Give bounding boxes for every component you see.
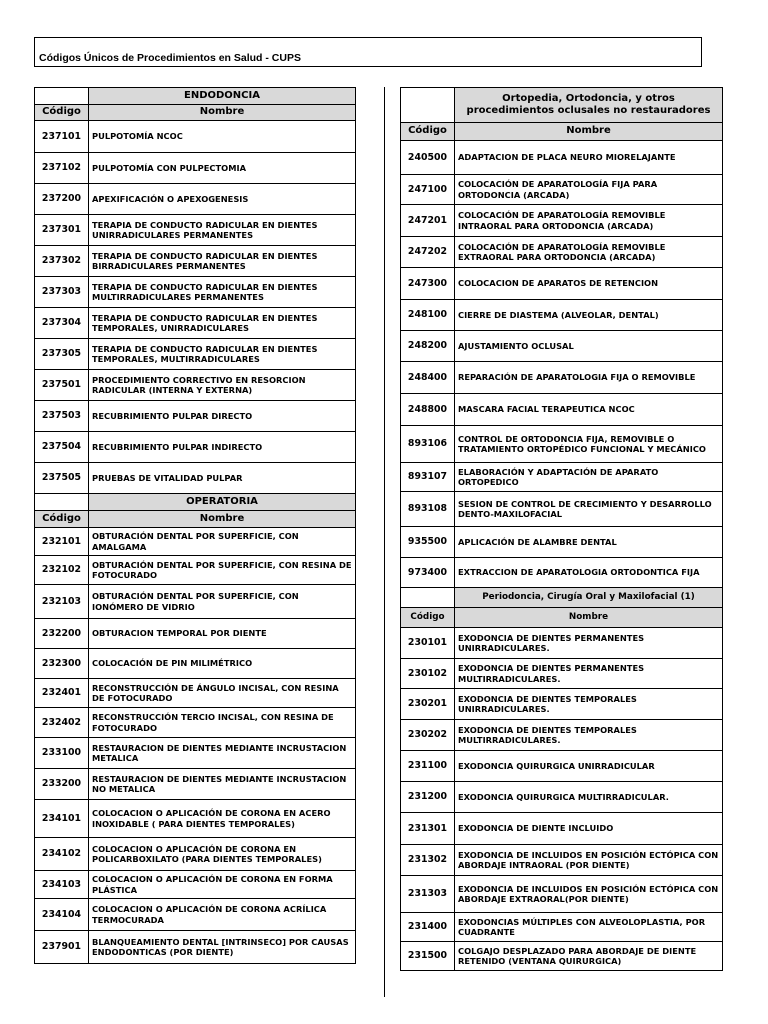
procedure-code: 247202 <box>401 237 455 268</box>
procedure-name: EXODONCIA DE DIENTE INCLUIDO <box>455 813 723 845</box>
procedure-name: ELABORACIÓN Y ADAPTACIÓN DE APARATO ORTOPEDICO <box>455 463 723 492</box>
procedure-code: 237301 <box>35 215 89 246</box>
procedure-name: COLOCACION O APLICACIÓN DE CORONA ACRÍLICA TERMOCURADA <box>89 899 356 931</box>
table-row <box>401 913 723 942</box>
table-row <box>35 463 356 494</box>
procedure-code: 237200 <box>35 184 89 215</box>
procedure-code: 248100 <box>401 300 455 331</box>
procedure-name: OBTURACION TEMPORAL POR DIENTE <box>89 619 356 649</box>
procedure-name: EXODONCIA DE DIENTES PERMANENTES UNIRRADICULARES. <box>455 628 723 659</box>
table-row <box>401 141 723 175</box>
procedure-name: BLANQUEAMIENTO DENTAL [INTRINSECO] POR CAUSAS ENDODONTICAS (POR DIENTE) <box>89 931 356 964</box>
column-header-code: Código <box>401 123 455 141</box>
table-row <box>35 370 356 401</box>
procedure-name: TERAPIA DE CONDUCTO RADICULAR EN DIENTES UNIRRADICULARES PERMANENTES <box>89 215 356 246</box>
table-row <box>35 899 356 931</box>
procedure-code: 232102 <box>35 556 89 585</box>
procedure-code: 231200 <box>401 782 455 813</box>
procedure-code: 234101 <box>35 800 89 838</box>
table-row <box>401 527 723 558</box>
procedure-name: SESION DE CONTROL DE CRECIMIENTO Y DESARROLLO DENTO-MAXILOFACIAL <box>455 492 723 527</box>
procedure-name: PULPOTOMÍA NCOC <box>89 121 356 153</box>
procedure-code: 230201 <box>401 689 455 720</box>
column-header-code: Código <box>401 608 455 628</box>
procedure-code: 237901 <box>35 931 89 964</box>
table-row <box>401 394 723 426</box>
section-header-blank-cell <box>35 88 89 105</box>
column-header-name: Nombre <box>89 511 356 528</box>
procedure-code: 237503 <box>35 401 89 432</box>
procedure-code: 935500 <box>401 527 455 558</box>
table-row <box>35 556 356 585</box>
table-row <box>35 871 356 899</box>
procedure-name: EXODONCIA QUIRURGICA MULTIRRADICULAR. <box>455 782 723 813</box>
table-row <box>35 769 356 800</box>
table-row <box>401 463 723 492</box>
procedure-code: 237101 <box>35 121 89 153</box>
procedure-code: 248800 <box>401 394 455 426</box>
procedure-name: EXODONCIA DE INCLUIDOS EN POSICIÓN ECTÓPICA CON ABORDAJE INTRAORAL (POR DIENTE) <box>455 845 723 876</box>
section-header-operatoria <box>35 494 356 511</box>
procedure-name: RECUBRIMIENTO PULPAR DIRECTO <box>89 401 356 432</box>
section-header-blank-cell <box>401 588 455 608</box>
procedure-name: EXTRACCION DE APARATOLOGIA ORTODONTICA FIJA <box>455 558 723 588</box>
procedure-code: 233100 <box>35 738 89 769</box>
procedure-code: 247100 <box>401 175 455 205</box>
procedure-name: COLOCACION O APLICACIÓN DE CORONA EN POLICARBOXILATO (PARA DIENTES TEMPORALES) <box>89 838 356 871</box>
table-row <box>401 300 723 331</box>
table-row <box>401 659 723 689</box>
procedure-code: 247300 <box>401 268 455 300</box>
table-row <box>401 942 723 971</box>
procedure-code: 893108 <box>401 492 455 527</box>
table-row <box>35 339 356 370</box>
procedure-name: OBTURACIÓN DENTAL POR SUPERFICIE, CON AMALGAMA <box>89 528 356 556</box>
procedure-code: 237304 <box>35 308 89 339</box>
procedure-code: 234103 <box>35 871 89 899</box>
procedure-name: PRUEBAS DE VITALIDAD PULPAR <box>89 463 356 494</box>
procedure-name: EXODONCIA DE DIENTES PERMANENTES MULTIRRADICULARES. <box>455 659 723 689</box>
section-title: OPERATORIA <box>89 494 356 511</box>
procedure-name: EXODONCIAS MÚLTIPLES CON ALVEOLOPLASTIA, POR CUADRANTE <box>455 913 723 942</box>
table-row <box>401 813 723 845</box>
procedure-code: 893107 <box>401 463 455 492</box>
column-header-row <box>401 123 723 141</box>
table-row <box>401 720 723 751</box>
table-row <box>35 679 356 708</box>
section-header-periodoncia <box>401 588 723 608</box>
table-row <box>35 432 356 463</box>
procedure-name: COLOCACIÓN DE APARATOLOGÍA REMOVIBLE EXTRAORAL PARA ORTODONCIA (ARCADA) <box>455 237 723 268</box>
procedure-code: 231400 <box>401 913 455 942</box>
procedure-name: TERAPIA DE CONDUCTO RADICULAR EN DIENTES MULTIRRADICULARES PERMANENTES <box>89 277 356 308</box>
section-title: ENDODONCIA <box>89 88 356 105</box>
table-row <box>401 268 723 300</box>
procedure-code: 248200 <box>401 331 455 362</box>
table-row <box>401 845 723 876</box>
procedure-code: 237504 <box>35 432 89 463</box>
table-row <box>35 649 356 679</box>
table-row <box>35 619 356 649</box>
table-row <box>401 876 723 913</box>
table-row <box>35 585 356 619</box>
procedure-name: CONTROL DE ORTODONCIA FIJA, REMOVIBLE O TRATAMIENTO ORTOPÉDICO FUNCIONAL Y MECÁNICO <box>455 426 723 463</box>
procedure-code: 237302 <box>35 246 89 277</box>
procedure-code: 237501 <box>35 370 89 401</box>
table-row <box>35 153 356 184</box>
procedure-name: CIERRE DE DIASTEMA (ALVEOLAR, DENTAL) <box>455 300 723 331</box>
table-row <box>35 277 356 308</box>
procedure-name: AJUSTAMIENTO OCLUSAL <box>455 331 723 362</box>
procedure-code: 233200 <box>35 769 89 800</box>
procedure-code: 237505 <box>35 463 89 494</box>
table-row <box>35 931 356 964</box>
procedure-name: RECONSTRUCCIÓN DE ÁNGULO INCISAL, CON RESINA DE FOTOCURADO <box>89 679 356 708</box>
column-header-name: Nombre <box>89 105 356 121</box>
procedure-name: COLOCACIÓN DE PIN MILIMÉTRICO <box>89 649 356 679</box>
procedure-name: REPARACIÓN DE APARATOLOGIA FIJA O REMOVIBLE <box>455 362 723 394</box>
procedure-code: 232300 <box>35 649 89 679</box>
table-row <box>401 237 723 268</box>
procedure-name: APLICACIÓN DE ALAMBRE DENTAL <box>455 527 723 558</box>
section-title: Periodoncia, Cirugía Oral y Maxilofacial (1) <box>455 588 723 608</box>
procedure-code: 232200 <box>35 619 89 649</box>
procedure-code: 231301 <box>401 813 455 845</box>
table-row <box>35 708 356 738</box>
table-row <box>35 738 356 769</box>
procedure-name: EXODONCIA QUIRURGICA UNIRRADICULAR <box>455 751 723 782</box>
table-row <box>35 800 356 838</box>
table-row <box>401 362 723 394</box>
procedure-code: 230101 <box>401 628 455 659</box>
column-header-code: Código <box>35 511 89 528</box>
procedure-name: MASCARA FACIAL TERAPEUTICA NCOC <box>455 394 723 426</box>
procedure-code: 231100 <box>401 751 455 782</box>
table-row <box>401 558 723 588</box>
section-header-blank-cell <box>35 494 89 511</box>
table-row <box>35 308 356 339</box>
procedure-name: RESTAURACION DE DIENTES MEDIANTE INCRUSTACION METALICA <box>89 738 356 769</box>
right-procedure-table <box>400 87 723 971</box>
procedure-name: COLOCACION O APLICACIÓN DE CORONA EN ACERO INOXIDABLE ( PARA DIENTES TEMPORALES) <box>89 800 356 838</box>
table-row <box>401 689 723 720</box>
column-header-row <box>401 608 723 628</box>
procedure-name: COLOCACION DE APARATOS DE RETENCION <box>455 268 723 300</box>
procedure-code: 240500 <box>401 141 455 175</box>
procedure-code: 231500 <box>401 942 455 971</box>
left-procedure-table <box>34 87 356 964</box>
page-title: Códigos Únicos de Procedimientos en Salud - CUPS <box>39 52 301 64</box>
procedure-code: 237303 <box>35 277 89 308</box>
procedure-name: TERAPIA DE CONDUCTO RADICULAR EN DIENTES TEMPORALES, UNIRRADICULARES <box>89 308 356 339</box>
procedure-name: APEXIFICACIÓN O APEXOGENESIS <box>89 184 356 215</box>
procedure-name: ADAPTACION DE PLACA NEURO MIORELAJANTE <box>455 141 723 175</box>
procedure-code: 893106 <box>401 426 455 463</box>
procedure-code: 237102 <box>35 153 89 184</box>
column-header-name: Nombre <box>455 123 723 141</box>
procedure-code: 231302 <box>401 845 455 876</box>
procedure-code: 247201 <box>401 205 455 237</box>
procedure-name: COLOCACIÓN DE APARATOLOGÍA REMOVIBLE INTRAORAL PARA ORTODONCIA (ARCADA) <box>455 205 723 237</box>
section-header-ortopedia <box>401 88 723 123</box>
procedure-name: RECONSTRUCCIÓN TERCIO INCISAL, CON RESINA DE FOTOCURADO <box>89 708 356 738</box>
procedure-code: 234104 <box>35 899 89 931</box>
procedure-name: PROCEDIMIENTO CORRECTIVO EN RESORCION RADICULAR (INTERNA Y EXTERNA) <box>89 370 356 401</box>
table-row <box>35 184 356 215</box>
procedure-code: 230102 <box>401 659 455 689</box>
procedure-code: 248400 <box>401 362 455 394</box>
section-title: Ortopedia, Ortodoncia, y otros procedimientos oclusales no restauradores <box>455 88 723 123</box>
table-row <box>35 215 356 246</box>
table-row <box>35 401 356 432</box>
section-header-blank-cell <box>401 88 455 123</box>
procedure-code: 237305 <box>35 339 89 370</box>
table-row <box>35 528 356 556</box>
procedure-name: OBTURACIÓN DENTAL POR SUPERFICIE, CON IONÓMERO DE VIDRIO <box>89 585 356 619</box>
procedure-name: COLOCACION O APLICACIÓN DE CORONA EN FORMA PLÁSTICA <box>89 871 356 899</box>
procedure-name: EXODONCIA DE INCLUIDOS EN POSICIÓN ECTÓPICA CON ABORDAJE EXTRAORAL(POR DIENTE) <box>455 876 723 913</box>
table-row <box>35 121 356 153</box>
procedure-name: RESTAURACION DE DIENTES MEDIANTE INCRUSTACION NO METALICA <box>89 769 356 800</box>
table-row <box>35 246 356 277</box>
table-row <box>401 492 723 527</box>
table-row <box>401 426 723 463</box>
procedure-name: TERAPIA DE CONDUCTO RADICULAR EN DIENTES TEMPORALES, MULTIRRADICULARES <box>89 339 356 370</box>
procedure-name: EXODONCIA DE DIENTES TEMPORALES UNIRRADICULARES. <box>455 689 723 720</box>
procedure-name: TERAPIA DE CONDUCTO RADICULAR EN DIENTES BIRRADICULARES PERMANENTES <box>89 246 356 277</box>
section-header-endodoncia <box>35 88 356 105</box>
procedure-code: 973400 <box>401 558 455 588</box>
table-row <box>401 751 723 782</box>
procedure-name: COLOCACIÓN DE APARATOLOGÍA FIJA PARA ORTODONCIA (ARCADA) <box>455 175 723 205</box>
column-header-row <box>35 511 356 528</box>
column-divider <box>384 87 385 997</box>
column-header-row <box>35 105 356 121</box>
procedure-code: 231303 <box>401 876 455 913</box>
procedure-code: 232402 <box>35 708 89 738</box>
procedure-name: PULPOTOMÍA CON PULPECTOMIA <box>89 153 356 184</box>
procedure-name: COLGAJO DESPLAZADO PARA ABORDAJE DE DIENTE RETENIDO (VENTANA QUIRURGICA) <box>455 942 723 971</box>
table-row <box>401 331 723 362</box>
table-row <box>401 175 723 205</box>
procedure-name: EXODONCIA DE DIENTES TEMPORALES MULTIRRADICULARES. <box>455 720 723 751</box>
procedure-name: RECUBRIMIENTO PULPAR INDIRECTO <box>89 432 356 463</box>
table-row <box>401 782 723 813</box>
procedure-code: 232401 <box>35 679 89 708</box>
column-header-name: Nombre <box>455 608 723 628</box>
document-title-box <box>34 37 702 67</box>
column-header-code: Código <box>35 105 89 121</box>
table-row <box>35 838 356 871</box>
table-row <box>401 628 723 659</box>
procedure-code: 232103 <box>35 585 89 619</box>
procedure-name: OBTURACIÓN DENTAL POR SUPERFICIE, CON RESINA DE FOTOCURADO <box>89 556 356 585</box>
table-row <box>401 205 723 237</box>
procedure-code: 230202 <box>401 720 455 751</box>
procedure-code: 234102 <box>35 838 89 871</box>
procedure-code: 232101 <box>35 528 89 556</box>
